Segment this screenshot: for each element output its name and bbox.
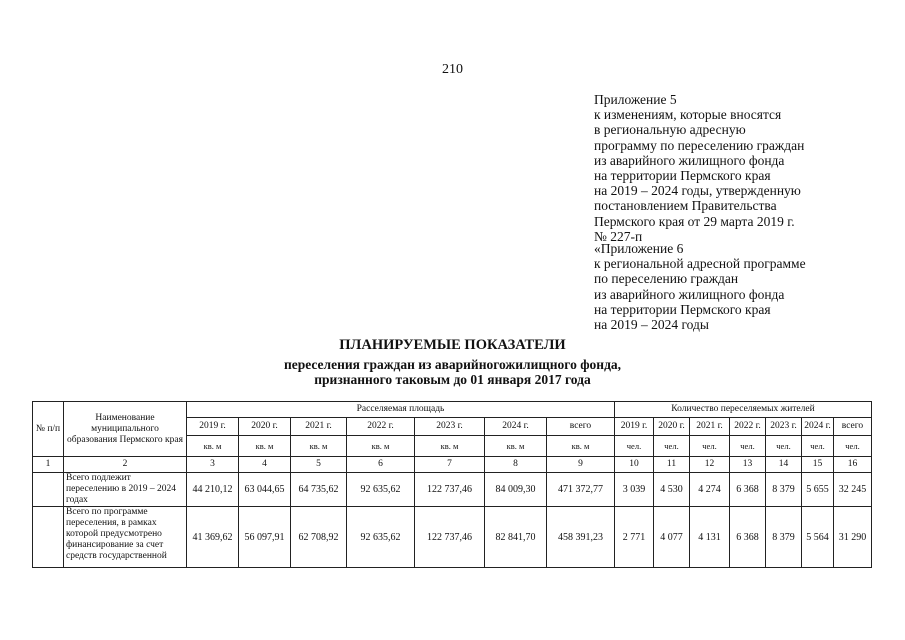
- document-subtitle: [0, 357, 905, 387]
- people-value: 8 379: [766, 473, 802, 507]
- area-value: 56 097,91: [239, 507, 291, 568]
- area-value: 63 044,65: [239, 473, 291, 507]
- people-value: 5 655: [802, 473, 834, 507]
- people-value: 6 368: [730, 507, 766, 568]
- header-area-total: всего: [547, 418, 615, 436]
- annex-line: на 2019 – 2024 годы: [594, 317, 709, 333]
- annex-line: Приложение 5: [594, 92, 677, 107]
- unit-people: чел.: [615, 436, 654, 457]
- people-value: 6 368: [730, 473, 766, 507]
- column-number: 1: [33, 457, 64, 473]
- column-number: 15: [802, 457, 834, 473]
- annex-line: на территории Пермского края: [594, 301, 771, 317]
- header-municipality: Наименование муниципального образования Пермского края: [64, 402, 187, 457]
- area-value: 62 708,92: [291, 507, 347, 568]
- header-area-year: 2019 г.: [187, 418, 239, 436]
- header-people-year: 2019 г.: [615, 418, 654, 436]
- area-total: 458 391,23: [547, 507, 615, 568]
- unit-area: кв. м: [415, 436, 485, 457]
- unit-area: кв. м: [547, 436, 615, 457]
- people-value: 4 131: [690, 507, 730, 568]
- people-value: 2 771: [615, 507, 654, 568]
- column-number: 7: [415, 457, 485, 473]
- column-number: 13: [730, 457, 766, 473]
- people-value: 8 379: [766, 507, 802, 568]
- unit-people: чел.: [690, 436, 730, 457]
- unit-area: кв. м: [187, 436, 239, 457]
- column-number: 4: [239, 457, 291, 473]
- unit-people: чел.: [766, 436, 802, 457]
- column-number: 16: [834, 457, 872, 473]
- subtitle-line: признанного таковым до 01 января 2017 года: [314, 372, 591, 387]
- people-value: 4 077: [654, 507, 690, 568]
- column-number: 3: [187, 457, 239, 473]
- column-number: 9: [547, 457, 615, 473]
- header-area-year: 2024 г.: [485, 418, 547, 436]
- area-value: 82 841,70: [485, 507, 547, 568]
- annex-line: «Приложение 6: [594, 241, 684, 256]
- annex-line: к региональной адресной программе: [594, 256, 806, 272]
- annex-line: на территории Пермского края: [594, 168, 771, 184]
- people-total: 31 290: [834, 507, 872, 568]
- header-area-group: Расселяемая площадь: [187, 402, 615, 418]
- annex-line: к изменениям, которые вносятся: [594, 107, 782, 123]
- area-value: 44 210,12: [187, 473, 239, 507]
- unit-area: кв. м: [485, 436, 547, 457]
- annex-line: в региональную адресную: [594, 122, 746, 138]
- area-value: 122 737,46: [415, 507, 485, 568]
- unit-area: кв. м: [239, 436, 291, 457]
- header-area-year: 2022 г.: [347, 418, 415, 436]
- subtitle-line: переселения граждан из аварийногожилищного фонда,: [283, 357, 622, 372]
- header-people-year: 2023 г.: [766, 418, 802, 436]
- annex-block-6: [594, 241, 864, 332]
- row-number: [33, 507, 64, 568]
- annex-line: программу по переселению граждан: [594, 137, 805, 153]
- area-total: 471 372,77: [547, 473, 615, 507]
- people-value: 5 564: [802, 507, 834, 568]
- area-value: 122 737,46: [415, 473, 485, 507]
- unit-area: кв. м: [347, 436, 415, 457]
- unit-people: чел.: [834, 436, 872, 457]
- people-value: 4 274: [690, 473, 730, 507]
- row-name: Всего подлежит переселению в 2019 – 2024 годах: [64, 473, 187, 507]
- column-number: 2: [64, 457, 187, 473]
- header-area-year: 2021 г.: [291, 418, 347, 436]
- header-people-year: 2020 г.: [654, 418, 690, 436]
- column-number: 12: [690, 457, 730, 473]
- area-value: 64 735,62: [291, 473, 347, 507]
- area-value: 92 635,62: [347, 473, 415, 507]
- header-people-year: 2021 г.: [690, 418, 730, 436]
- annex-line: постановлением Правительства: [594, 198, 777, 214]
- annex-line: по переселению граждан: [594, 271, 739, 287]
- people-value: 4 530: [654, 473, 690, 507]
- annex-line: из аварийного жилищного фонда: [594, 286, 785, 302]
- annex-line: на 2019 – 2024 годы, утвержденную: [594, 183, 801, 199]
- annex-line: из аварийного жилищного фонда: [594, 152, 785, 168]
- column-number: 14: [766, 457, 802, 473]
- page-number: 210: [442, 62, 463, 77]
- row-name: Всего по программе переселения, в рамках которой предусмотрено финансирование за счет средств государственной: [64, 507, 187, 568]
- unit-area: кв. м: [291, 436, 347, 457]
- header-number: № п/п: [33, 402, 64, 457]
- column-number: 5: [291, 457, 347, 473]
- annex-line: № 227-п: [594, 228, 643, 244]
- annex-block-5: [594, 92, 864, 244]
- annex-line: Пермского края от 29 марта 2019 г.: [594, 213, 795, 229]
- unit-people: чел.: [730, 436, 766, 457]
- table-row: [33, 473, 872, 507]
- unit-people: чел.: [654, 436, 690, 457]
- area-value: 41 369,62: [187, 507, 239, 568]
- column-number: 8: [485, 457, 547, 473]
- people-value: 3 039: [615, 473, 654, 507]
- people-total: 32 245: [834, 473, 872, 507]
- header-people-total: всего: [834, 418, 872, 436]
- document-title: ПЛАНИРУЕМЫЕ ПОКАЗАТЕЛИ: [339, 337, 566, 353]
- header-area-year: 2023 г.: [415, 418, 485, 436]
- unit-people: чел.: [802, 436, 834, 457]
- header-people-year: 2024 г.: [802, 418, 834, 436]
- header-people-year: 2022 г.: [730, 418, 766, 436]
- indicators-table: [32, 401, 872, 568]
- area-value: 92 635,62: [347, 507, 415, 568]
- row-number: [33, 473, 64, 507]
- column-number: 10: [615, 457, 654, 473]
- header-people-group: Количество переселяемых жителей: [615, 402, 872, 418]
- table-row: [33, 507, 872, 568]
- column-number: 11: [654, 457, 690, 473]
- area-value: 84 009,30: [485, 473, 547, 507]
- column-number: 6: [347, 457, 415, 473]
- header-area-year: 2020 г.: [239, 418, 291, 436]
